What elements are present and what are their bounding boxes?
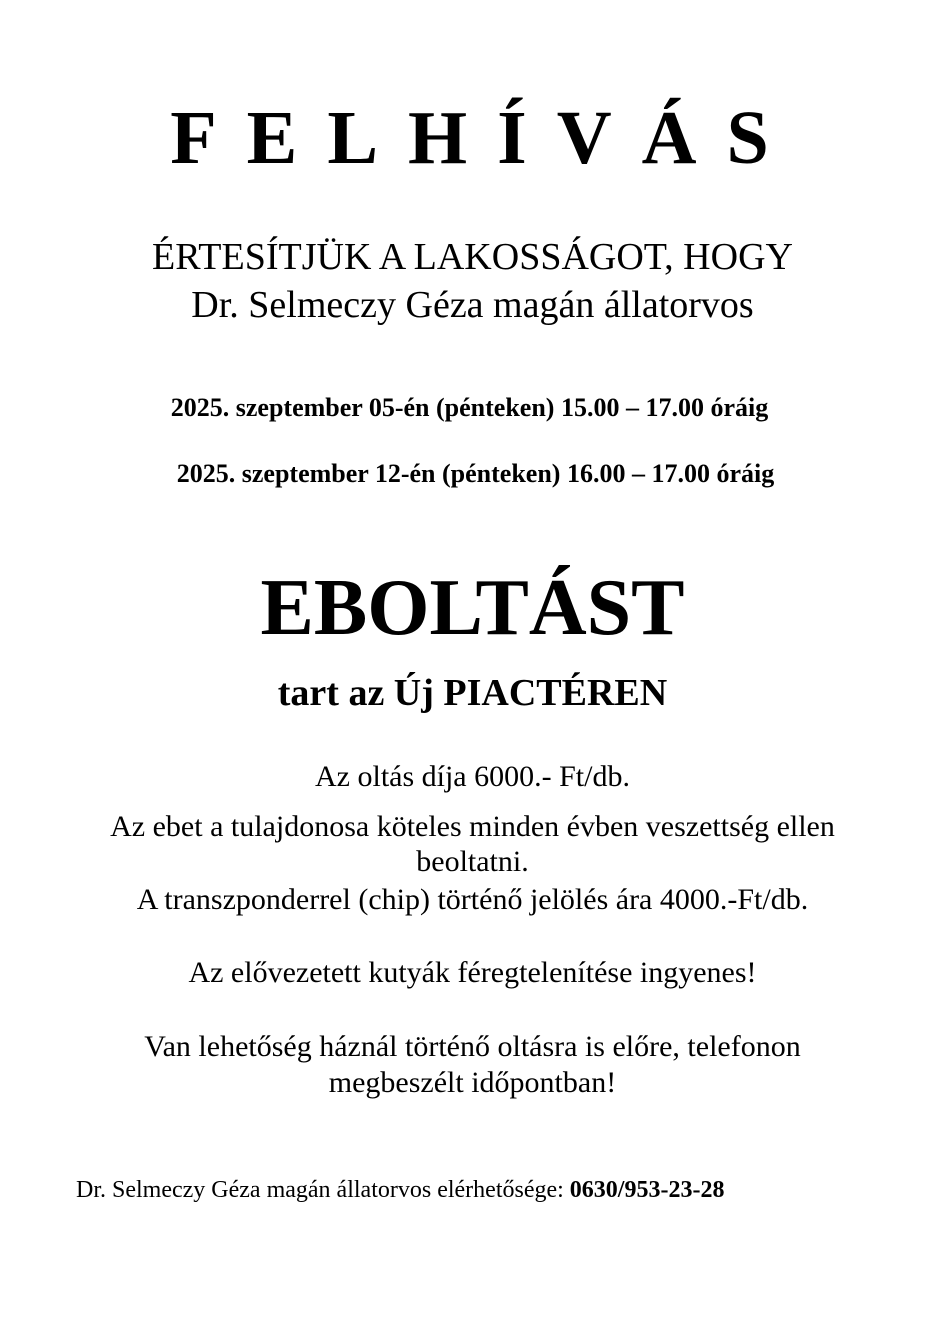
contact-phone: 0630/953-23-28 — [569, 1177, 725, 1203]
duty-text-line-2: beoltatni. — [416, 845, 529, 878]
notice-title: FELHÍVÁS — [170, 96, 799, 180]
intro-line: ÉRTESÍTJÜK A LAKOSSÁGOT, HOGY — [152, 236, 793, 278]
chip-price-text: A transzponderrel (chip) történő jelölés ára 4000.-Ft/db. — [136, 883, 809, 916]
date-line-1: 2025. szeptember 05-én (pénteken) 15.00 – 17.00 óráig — [170, 393, 769, 422]
date-line-2: 2025. szeptember 12-én (pénteken) 16.00 – 17.00 óráig — [176, 459, 775, 488]
location-line: tart az Új PIACTÉREN — [277, 672, 668, 714]
home-visit-line-2: megbeszélt időpontban! — [328, 1066, 617, 1099]
deworming-text: Az elővezetett kutyák féregtelenítése ingyenes! — [188, 956, 757, 989]
home-visit-line-1: Van lehetőség háznál történő oltásra is előre, telefonon — [144, 1030, 801, 1063]
headline: EBOLTÁST — [260, 564, 685, 652]
contact-line — [76, 1178, 724, 1202]
vet-name-line: Dr. Selmeczy Géza magán állatorvos — [191, 284, 754, 326]
duty-text-line-1: Az ebet a tulajdonosa köteles minden évben veszettség ellen — [110, 810, 835, 843]
fee-text: Az oltás díja 6000.- Ft/db. — [315, 760, 630, 793]
contact-label: Dr. Selmeczy Géza magán állatorvos elérhetősége: — [76, 1177, 564, 1203]
